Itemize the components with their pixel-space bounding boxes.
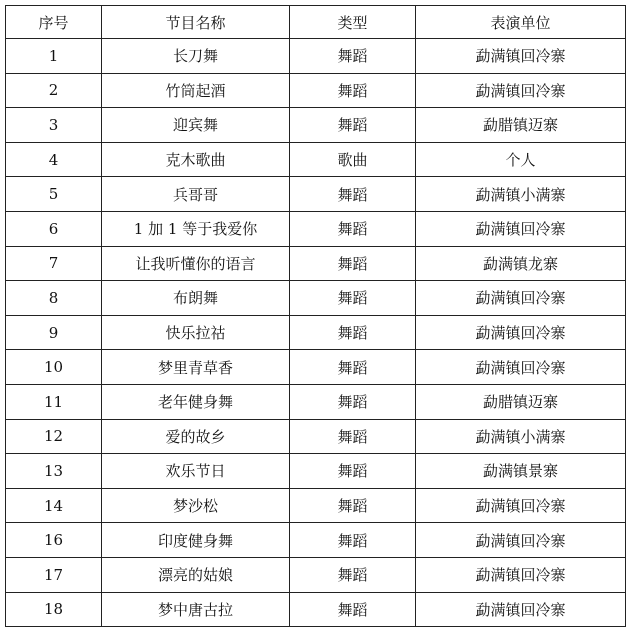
cell-performer: 勐满镇景寨 [416,454,626,489]
cell-performer: 勐满镇龙寨 [416,246,626,281]
header-program-name: 节目名称 [102,6,290,39]
cell-performer: 勐满镇回冷寨 [416,488,626,523]
cell-performer: 勐满镇回冷寨 [416,523,626,558]
table-row [6,419,626,454]
cell-program-name: 快乐拉祜 [102,315,290,350]
cell-program-name: 欢乐节日 [102,454,290,489]
cell-performer: 勐满镇回冷寨 [416,39,626,74]
cell-program-name: 爱的故乡 [102,419,290,454]
cell-type: 舞蹈 [290,39,416,74]
header-number: 序号 [6,6,102,39]
table-row [6,315,626,350]
cell-program-name: 让我听懂你的语言 [102,246,290,281]
cell-type: 舞蹈 [290,557,416,592]
cell-number: 8 [6,281,102,316]
cell-performer: 勐满镇回冷寨 [416,281,626,316]
cell-performer: 个人 [416,142,626,177]
cell-number: 7 [6,246,102,281]
cell-program-name: 1 加 1 等于我爱你 [102,211,290,246]
cell-number: 5 [6,177,102,212]
cell-number: 6 [6,211,102,246]
table-row [6,211,626,246]
cell-number: 10 [6,350,102,385]
table-row [6,246,626,281]
cell-performer: 勐满镇回冷寨 [416,315,626,350]
cell-performer: 勐腊镇迈寨 [416,108,626,143]
cell-performer: 勐腊镇迈寨 [416,384,626,419]
table-row [6,384,626,419]
cell-performer: 勐满镇回冷寨 [416,211,626,246]
header-performer: 表演单位 [416,6,626,39]
cell-type: 舞蹈 [290,350,416,385]
cell-type: 舞蹈 [290,73,416,108]
cell-program-name: 梦中唐古拉 [102,592,290,627]
cell-program-name: 竹筒起酒 [102,73,290,108]
cell-program-name: 兵哥哥 [102,177,290,212]
cell-number: 12 [6,419,102,454]
header-type: 类型 [290,6,416,39]
cell-program-name: 漂亮的姑娘 [102,557,290,592]
cell-program-name: 迎宾舞 [102,108,290,143]
table-row [6,592,626,627]
cell-type: 舞蹈 [290,488,416,523]
cell-type: 舞蹈 [290,419,416,454]
cell-performer: 勐满镇回冷寨 [416,592,626,627]
cell-program-name: 克木歌曲 [102,142,290,177]
table-body [6,39,626,627]
table-row [6,523,626,558]
cell-number: 2 [6,73,102,108]
cell-type: 舞蹈 [290,177,416,212]
table-row [6,557,626,592]
cell-performer: 勐满镇回冷寨 [416,350,626,385]
table-row [6,454,626,489]
cell-number: 9 [6,315,102,350]
table-row [6,39,626,74]
table-row [6,73,626,108]
cell-number: 3 [6,108,102,143]
cell-number: 16 [6,523,102,558]
cell-program-name: 老年健身舞 [102,384,290,419]
cell-performer: 勐满镇回冷寨 [416,557,626,592]
cell-type: 舞蹈 [290,454,416,489]
table-row [6,350,626,385]
cell-program-name: 印度健身舞 [102,523,290,558]
cell-performer: 勐满镇回冷寨 [416,73,626,108]
cell-type: 舞蹈 [290,211,416,246]
cell-type: 舞蹈 [290,592,416,627]
table-row [6,142,626,177]
cell-type: 舞蹈 [290,315,416,350]
cell-number: 14 [6,488,102,523]
table-header-row [6,6,626,39]
cell-type: 舞蹈 [290,523,416,558]
cell-type: 舞蹈 [290,281,416,316]
table-row [6,488,626,523]
cell-number: 4 [6,142,102,177]
cell-program-name: 布朗舞 [102,281,290,316]
cell-number: 11 [6,384,102,419]
cell-number: 13 [6,454,102,489]
cell-type: 歌曲 [290,142,416,177]
cell-performer: 勐满镇小满寨 [416,177,626,212]
program-table [5,5,626,627]
cell-number: 17 [6,557,102,592]
cell-type: 舞蹈 [290,246,416,281]
cell-number: 18 [6,592,102,627]
table-row [6,281,626,316]
table-row [6,177,626,212]
cell-type: 舞蹈 [290,384,416,419]
table-row [6,108,626,143]
cell-number: 1 [6,39,102,74]
cell-type: 舞蹈 [290,108,416,143]
cell-program-name: 梦里青草香 [102,350,290,385]
cell-performer: 勐满镇小满寨 [416,419,626,454]
cell-program-name: 长刀舞 [102,39,290,74]
cell-program-name: 梦沙松 [102,488,290,523]
